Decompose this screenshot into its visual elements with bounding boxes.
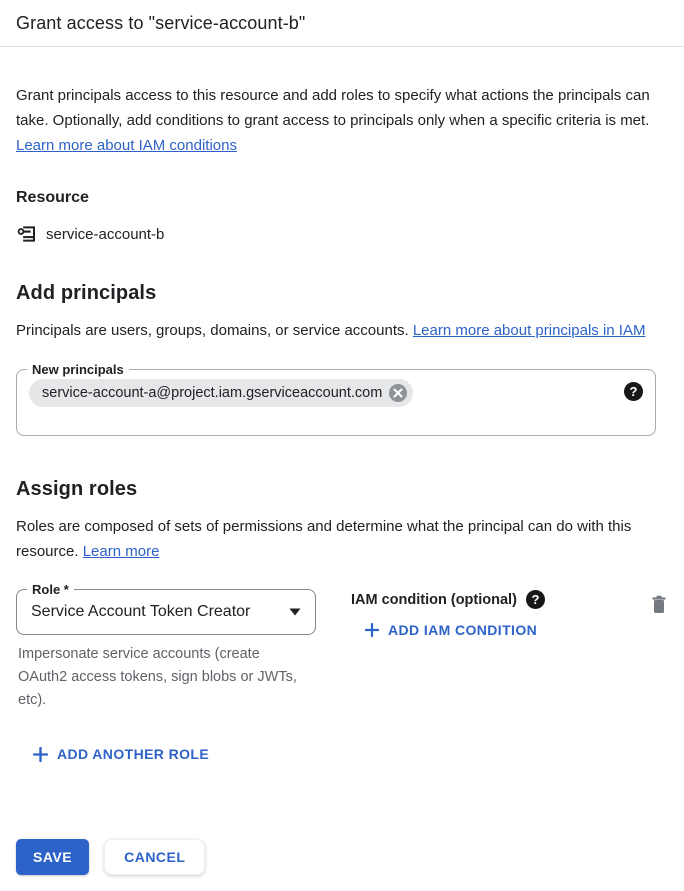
plus-icon [365,623,379,637]
add-principals-text [16,318,668,343]
intro-text [16,83,668,158]
dialog-title: Grant access to "service-account-b" [16,13,306,33]
role-column [16,582,316,712]
help-icon[interactable] [526,590,545,609]
assign-roles-heading: Assign roles [16,478,138,500]
resource-row [16,224,668,244]
iam-condition-column [351,589,650,642]
resource-heading: Resource [16,189,89,206]
roles-learn-more-link[interactable]: Learn more [82,543,160,560]
principal-chip-text: service-account-a@project.iam.gserviceaccount.com [42,385,383,401]
service-account-icon [16,224,37,244]
close-icon[interactable] [389,384,407,402]
new-principals-field[interactable] [16,362,656,436]
dialog-header [0,0,684,47]
add-iam-condition-label: ADD IAM CONDITION [388,622,538,638]
delete-role-column [650,589,668,620]
new-principals-label: New principals [27,361,129,378]
role-helper-text: Impersonate service accounts (create OAuth2 access tokens, sign blobs or JWTs, etc). [18,646,297,708]
principal-chip[interactable] [29,379,413,407]
dialog-footer [16,839,205,875]
iam-conditions-link[interactable]: Learn more about IAM conditions [16,137,237,154]
cancel-button[interactable]: CANCEL [104,839,205,875]
add-principals-text-body: Principals are users, groups, domains, or service accounts. [16,322,413,339]
save-button[interactable]: SAVE [16,839,89,875]
role-row [16,582,668,712]
add-principals-heading: Add principals [16,282,157,304]
plus-icon [33,747,48,762]
add-another-role-label: ADD ANOTHER ROLE [57,746,210,762]
assign-roles-text [16,514,668,564]
role-select[interactable] [16,582,316,635]
principals-learn-more-link[interactable]: Learn more about principals in IAM [412,322,646,339]
assign-roles-text-body: Roles are composed of sets of permissions and determine what the principal can do with this resource. [16,518,632,560]
new-principals-inner [29,379,643,407]
delete-icon[interactable] [650,595,668,615]
role-select-label: Role * [27,581,74,598]
iam-condition-label: IAM condition (optional) [351,591,517,608]
add-another-role-button[interactable] [33,746,209,762]
iam-condition-label-row [351,590,650,609]
add-iam-condition-button[interactable] [365,622,537,638]
arrow-drop-down-icon [289,608,301,616]
role-select-value: Service Account Token Creator [31,603,251,620]
help-icon[interactable] [624,382,643,401]
resource-name: service-account-b [46,225,165,243]
intro-text-body: Grant principals access to this resource and add roles to specify what actions the principals can take. Optionally, add conditions to grant access to principals only when a specific criteria is met. [16,87,650,129]
